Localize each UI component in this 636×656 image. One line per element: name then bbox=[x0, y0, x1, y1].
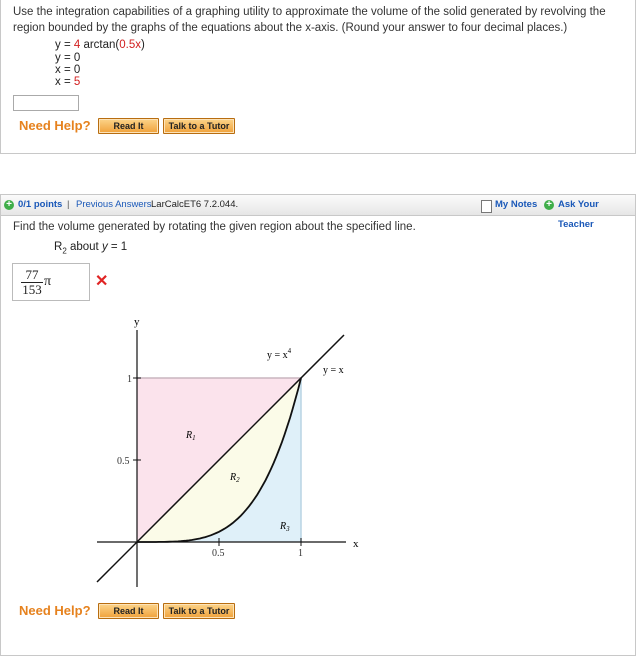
eq-text: ) bbox=[141, 39, 145, 51]
plus-circle-icon[interactable]: + bbox=[544, 200, 554, 210]
question-1-prompt: Use the integration capabilities of a graphing utility to approximate the volume of the solid generated by revolving the region bounded by the graphs of the equations about the x-axis. (Round your answer to four decimal places.) bbox=[13, 6, 606, 34]
header-separator: | bbox=[67, 199, 70, 210]
x-tick-label-1: 1 bbox=[298, 548, 303, 559]
curve-label-exp: 4 bbox=[287, 347, 292, 355]
region-graph bbox=[1, 195, 635, 655]
equation-1 bbox=[55, 39, 145, 51]
r2-sub: 2 bbox=[236, 476, 240, 484]
read-it-button[interactable]: Read It bbox=[98, 118, 159, 134]
eq-text: x = 0 bbox=[55, 64, 81, 76]
r3-sub: 3 bbox=[286, 525, 290, 533]
line-label: y = x bbox=[323, 365, 344, 376]
previous-answers-link[interactable]: Previous Answers bbox=[76, 199, 152, 210]
talk-to-tutor-button[interactable]: Talk to a Tutor bbox=[163, 118, 235, 134]
eq-text: x = bbox=[55, 76, 74, 88]
region-equation: = 1 bbox=[107, 241, 128, 253]
x-mark-icon: ✕ bbox=[95, 273, 109, 290]
x-axis-label: x bbox=[353, 538, 359, 550]
points-label: 0/1 points bbox=[18, 199, 63, 210]
y-tick-label-1: 1 bbox=[127, 374, 132, 385]
question-2-panel bbox=[0, 194, 636, 656]
answer-numerator: 77 bbox=[21, 268, 43, 283]
curve-label bbox=[267, 347, 292, 361]
x-tick-label-half: 0.5 bbox=[212, 548, 225, 559]
answer-denominator: 153 bbox=[22, 282, 42, 297]
problem-id: LarCalcET6 7.2.044. bbox=[151, 199, 239, 210]
answer-pi: π bbox=[44, 274, 52, 289]
need-help-label: Need Help? bbox=[19, 118, 91, 133]
question-1-panel bbox=[0, 0, 636, 154]
eq-text: y = bbox=[55, 39, 74, 51]
region-variable: y bbox=[101, 241, 108, 253]
region-about: about bbox=[66, 241, 102, 253]
my-notes-link[interactable]: My Notes bbox=[495, 199, 538, 210]
r2-letter: R bbox=[230, 472, 237, 483]
ask-teacher-link[interactable]: Ask Your Teacher bbox=[558, 199, 599, 230]
eq-coefficient: 4 bbox=[73, 39, 81, 51]
y-tick-label-half: 0.5 bbox=[117, 456, 130, 467]
equation-2 bbox=[55, 52, 80, 64]
region-letter: R bbox=[54, 241, 63, 253]
r1-letter: R bbox=[186, 430, 193, 441]
eq-text: arctan( bbox=[80, 39, 120, 51]
need-help-label: Need Help? bbox=[19, 603, 91, 618]
eq-argument: 0.5x bbox=[119, 39, 142, 51]
r1-sub: 1 bbox=[192, 434, 196, 442]
y-axis-label: y bbox=[134, 316, 140, 328]
talk-to-tutor-button[interactable]: Talk to a Tutor bbox=[163, 603, 235, 619]
answer-input[interactable] bbox=[13, 95, 79, 111]
plus-circle-icon[interactable]: + bbox=[4, 200, 14, 210]
curve-label-base: y = x bbox=[267, 350, 288, 361]
question-2-prompt: Find the volume generated by rotating the given region about the specified line. bbox=[13, 221, 416, 233]
eq-text: y = 0 bbox=[55, 52, 81, 64]
read-it-button[interactable]: Read It bbox=[98, 603, 159, 619]
line-y-equals-x bbox=[97, 335, 344, 582]
region-subscript: 2 bbox=[62, 246, 67, 256]
eq-bound: 5 bbox=[73, 76, 81, 88]
equation-3 bbox=[55, 64, 80, 76]
equation-4 bbox=[55, 76, 80, 88]
r3-letter: R bbox=[280, 521, 287, 532]
